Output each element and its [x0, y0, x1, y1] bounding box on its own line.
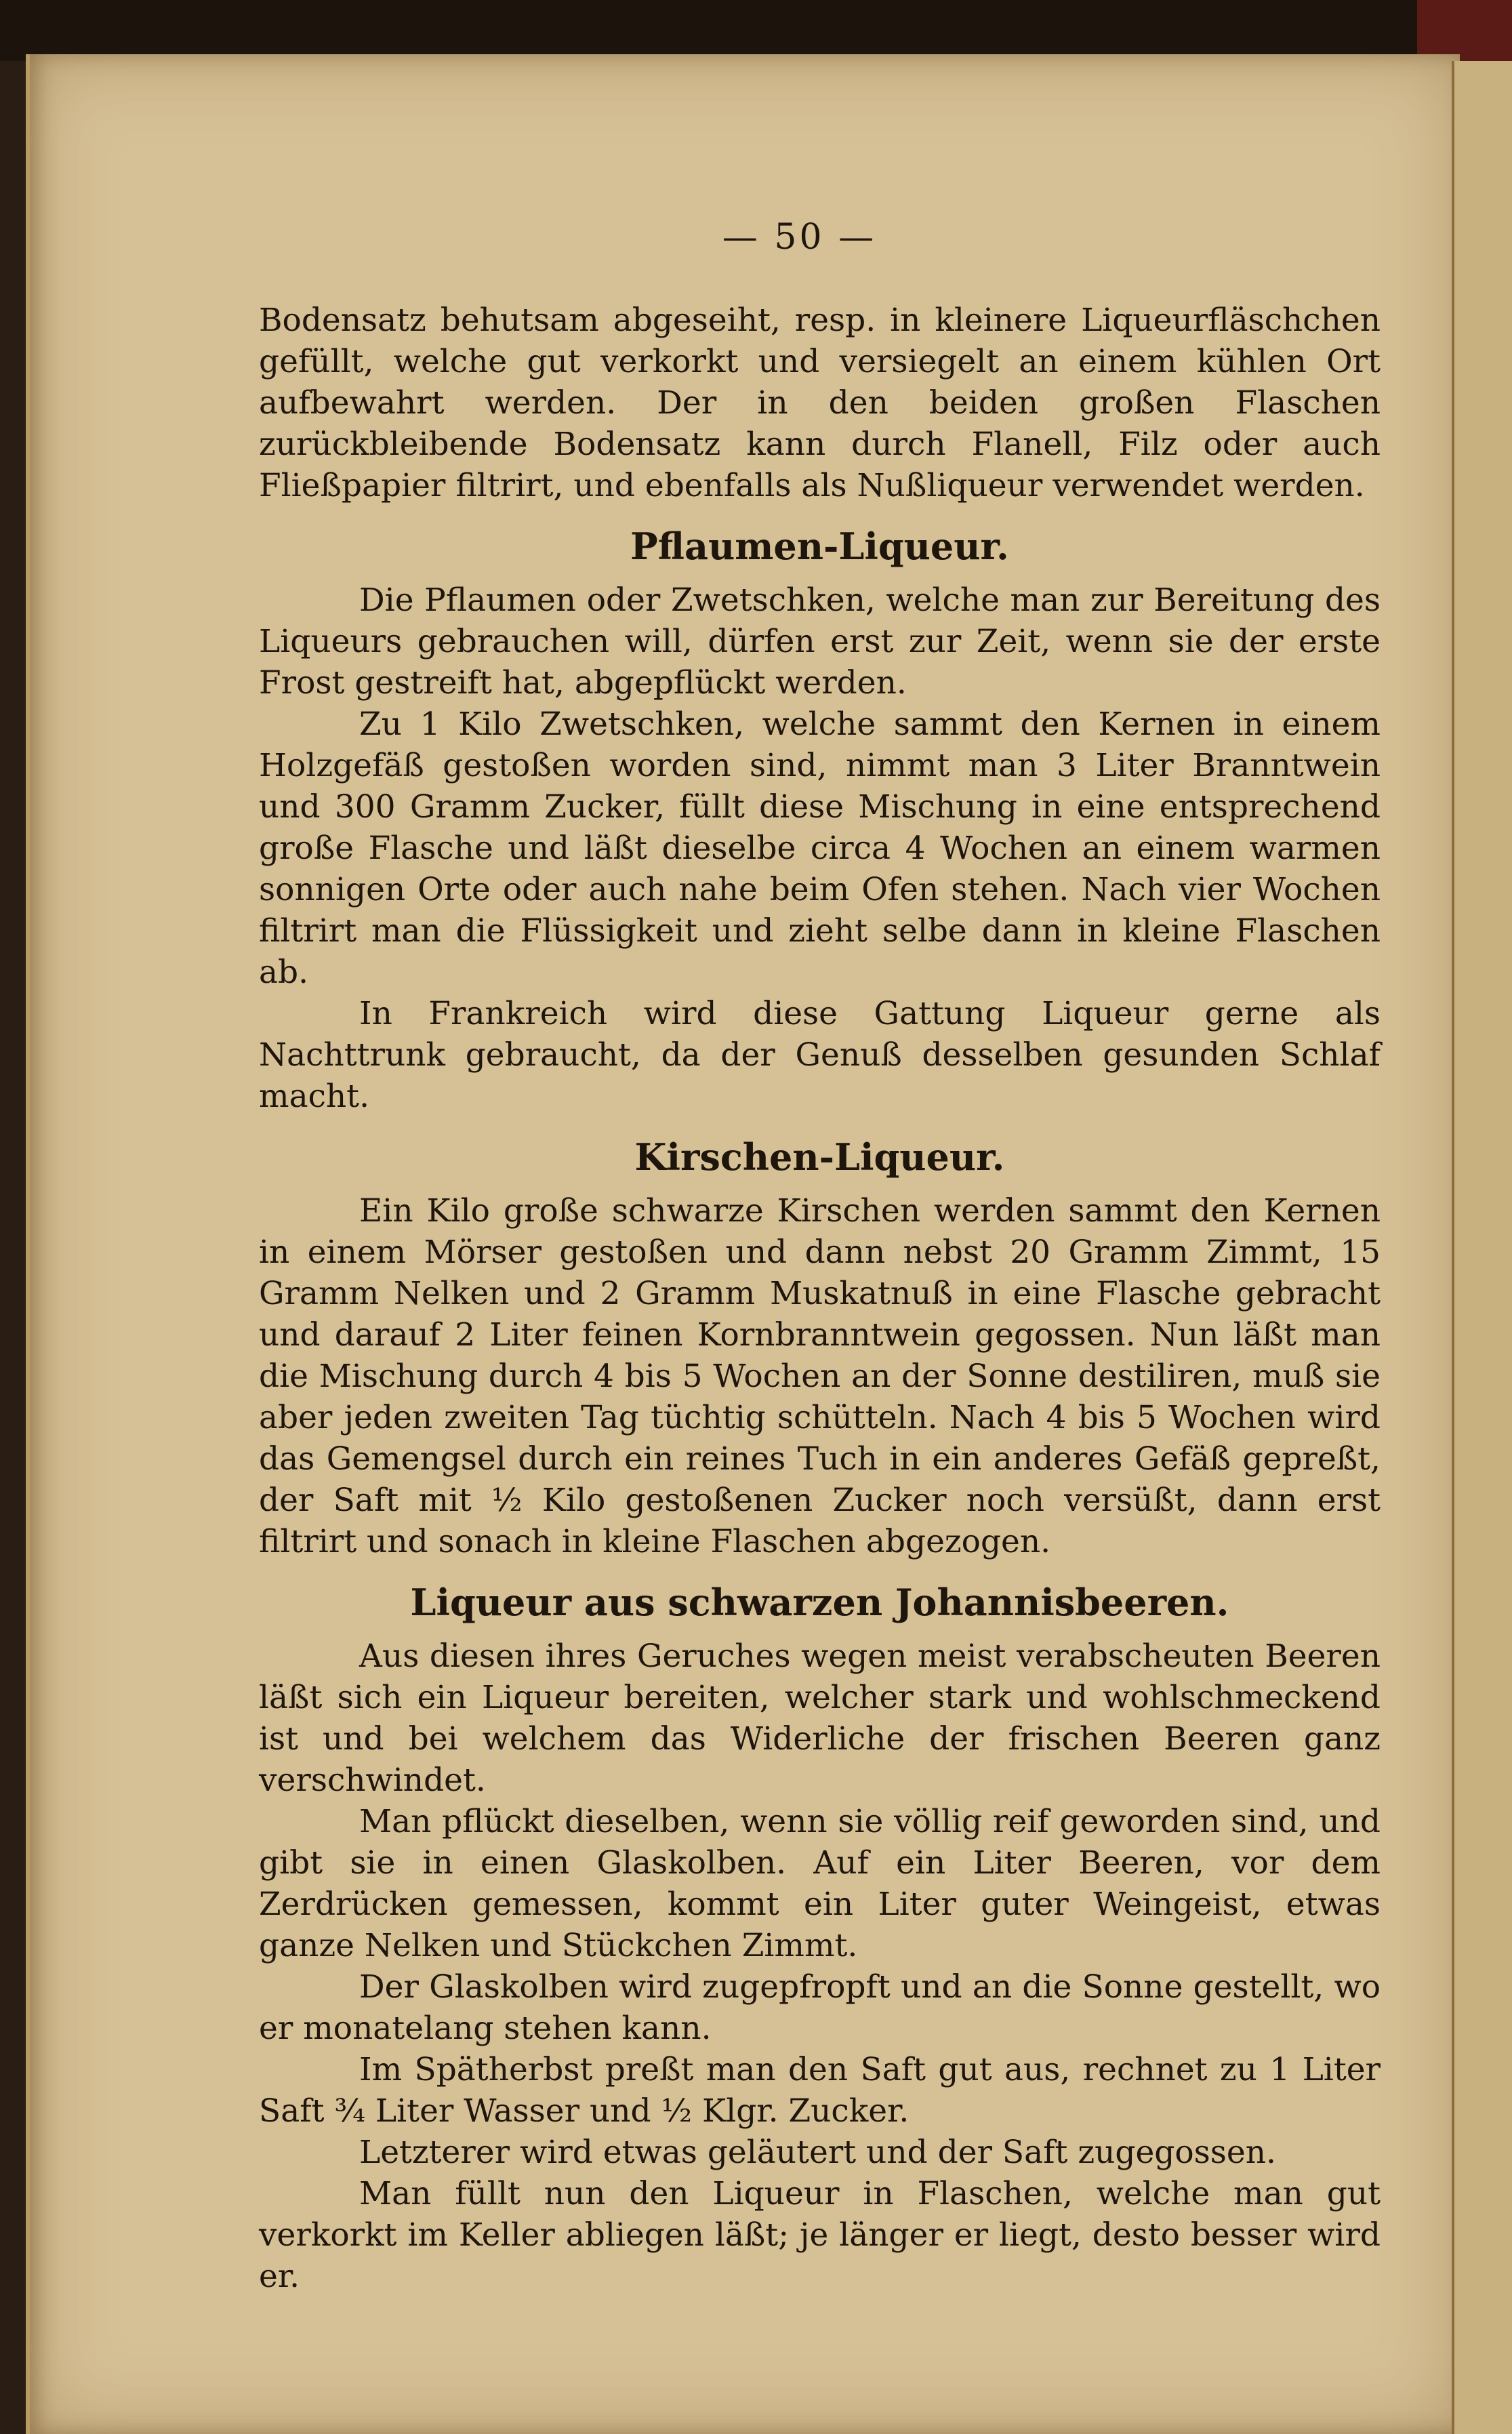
- intro-paragraph: Bodensatz behutsam abgeseiht, resp. in kleinere Liqueurfläschchen gefüllt, welche gut verkorkt und versiegelt an einem kühlen Ort aufbewahrt werden. Der in den beiden großen Flaschen zurückbleibende Bodensatz kann durch Flanell, Filz oder auch Fließpapier filtrirt, und ebenfalls als Nußliqueur verwendet werden.: [259, 302, 1381, 504]
- paragraph: Zu 1 Kilo Zwetschken, welche sammt den Kernen in einem Holzgefäß gestoßen worden sind, nimmt man 3 Liter Branntwein und 300 Gramm Zucker, füllt diese Mischung in eine entsprechend große Flasche und läßt dieselbe circa 4 Wochen an einem warmen sonnigen Orte oder auch nahe beim Ofen stehen. Nach vier Wochen filtrirt man die Flüssigkeit und zieht selbe dann in kleine Flaschen ab.: [259, 706, 1381, 991]
- paragraph: Ein Kilo große schwarze Kirschen werden sammt den Kernen in einem Mörser gestoßen und dann nebst 20 Gramm Zimmt, 15 Gramm Nelken und 2 Gramm Muskatnuß in eine Flasche gebracht und darauf 2 Liter feinen Kornbranntwein gegossen. Nun läßt man die Mischung durch 4 bis 5 Wochen an der Sonne destiliren, muß sie aber jeden zweiten Tag tüchtig schütteln. Nach 4 bis 5 Wochen wird das Gemengsel durch ein reines Tuch in ein anderes Gefäß gepreßt, der Saft mit ½ Kilo gestoßenen Zucker noch versüßt, dann erst filtrirt und sonach in kleine Flaschen abgezogen.: [259, 1192, 1381, 1560]
- section-heading-johannisbeeren: Liqueur aus schwarzen Johannisbeeren.: [410, 1581, 1229, 1624]
- paragraph: Letzterer wird etwas geläutert und der Saft zugegossen.: [359, 2134, 1276, 2171]
- section-heading-kirschen: Kirschen-Liqueur.: [634, 1135, 1005, 1179]
- page-text: [259, 217, 1381, 2297]
- paragraph: Aus diesen ihres Geruches wegen meist verabscheuten Beeren läßt sich ein Liqueur bereiten, welcher stark und wohlschmeckend ist und bei welchem das Widerliche der frischen Beeren ganz verschwindet.: [259, 1638, 1381, 1799]
- paragraph: Der Glaskolben wird zugepfropft und an die Sonne gestellt, wo er monatelang stehen kann.: [259, 1968, 1381, 2047]
- page-number: — 50 —: [722, 217, 877, 258]
- paragraph: Man pflückt dieselben, wenn sie völlig reif geworden sind, und gibt sie in einen Glaskolben. Auf ein Liter Beeren, vor dem Zerdrücken gemessen, kommt ein Liter guter Weingeist, etwas ganze Nelken und Stückchen Zimmt.: [259, 1803, 1381, 1964]
- paragraph: Im Spätherbst preßt man den Saft gut aus, rechnet zu 1 Liter Saft ¾ Liter Wasser und ½ Klgr. Zucker.: [259, 2051, 1381, 2130]
- page-edge: [1452, 61, 1512, 2434]
- paragraph: Man füllt nun den Liqueur in Flaschen, welche man gut verkorkt im Keller abliegen läßt; je länger er liegt, desto besser wird er.: [259, 2175, 1381, 2295]
- book-binding: [0, 0, 1512, 61]
- paragraph: Die Pflaumen oder Zwetschken, welche man zur Bereitung des Liqueurs gebrauchen will, dürfen erst zur Zeit, wenn sie der erste Frost gestreift hat, abgepflückt werden.: [259, 582, 1381, 702]
- section-heading-pflaumen: Pflaumen-Liqueur.: [630, 525, 1009, 568]
- paragraph: In Frankreich wird diese Gattung Liqueur gerne als Nachttrunk gebraucht, da der Genuß desselben gesunden Schlaf macht.: [259, 995, 1381, 1115]
